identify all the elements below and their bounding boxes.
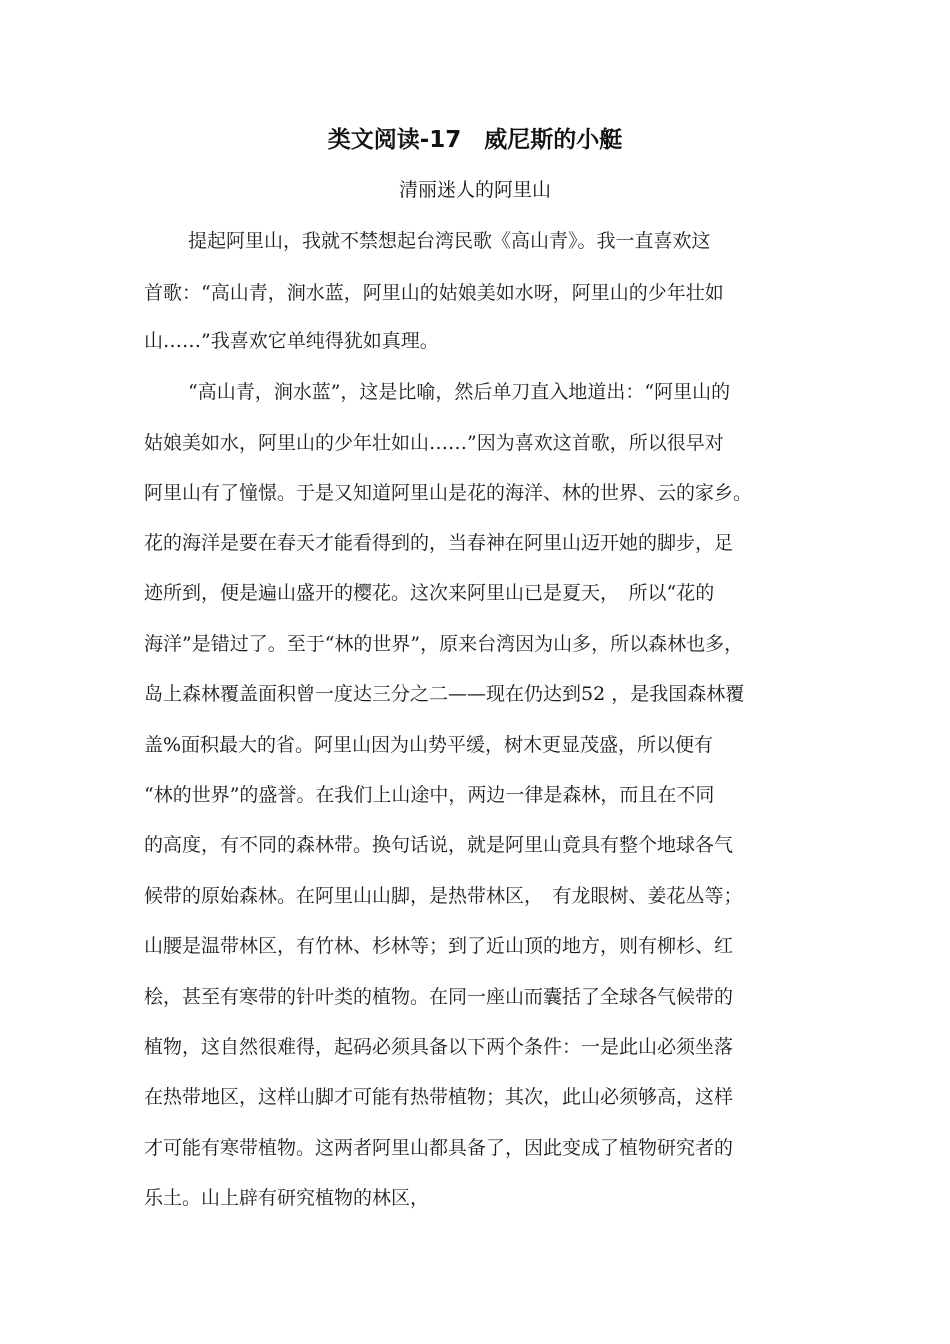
text-line: 盖%面积最大的省。阿里山因为山势平缓，树木更显茂盛，所以便有 [144, 734, 714, 756]
text-line: 阿里山有了憧憬。于是又知道阿里山是花的海洋、林的世界、云的家乡。 [144, 482, 753, 504]
text-line: 乐土。山上辟有研究植物的林区， [144, 1187, 430, 1209]
text-line: 海洋”是错过了。至于“林的世界”，原来台湾因为山多，所以森林也多， [144, 633, 744, 655]
text-line: 山腰是温带林区，有竹林、杉林等；到了近山顶的地方，则有柳杉、红 [144, 935, 734, 957]
text-line: 提起阿里山，我就不禁想起台湾民歌《高山青》。我一直喜欢这 [188, 230, 711, 252]
text-line: 岛上森林覆盖面积曾一度达三分之二——现在仍达到52 ，是我国森林覆 [144, 683, 745, 705]
text-line: 迹所到，便是遍山盛开的樱花。这次来阿里山已是夏天， 所以“花的 [144, 582, 715, 604]
text-line: 姑娘美如水，阿里山的少年壮如山……”因为喜欢这首歌，所以很早对 [144, 432, 724, 454]
text-line: 才可能有寒带植物。这两者阿里山都具备了，因此变成了植物研究者的 [144, 1137, 734, 1159]
text-line: 山……”我喜欢它单纯得犹如真理。 [144, 330, 439, 352]
text-line: 的高度，有不同的森林带。换句话说，就是阿里山竟具有整个地球各气 [144, 834, 734, 856]
text-line: 花的海洋是要在春天才能看得到的，当春神在阿里山迈开她的脚步，足 [144, 532, 734, 554]
text-line: 候带的原始森林。在阿里山山脚，是热带林区， 有龙眼树、姜花丛等； [144, 885, 743, 907]
text-line: 植物，这自然很难得，起码必须具备以下两个条件：一是此山必须坐落 [144, 1036, 734, 1058]
text-line: “林的世界”的盛誉。在我们上山途中，两边一律是森林，而且在不同 [144, 784, 715, 806]
text-line: 桧，甚至有寒带的针叶类的植物。在同一座山而囊括了全球各气候带的 [144, 986, 734, 1008]
text-line: 首歌：“高山青，涧水蓝，阿里山的姑娘美如水呀，阿里山的少年壮如 [144, 282, 724, 304]
text-line: “高山青，涧水蓝”，这是比喻，然后单刀直入地道出：“阿里山的 [188, 381, 731, 403]
article-subtitle: 清丽迷人的阿里山 [398, 179, 551, 201]
document-title: 类文阅读-17 威尼斯的小艇 [327, 127, 623, 153]
text-line: 在热带地区，这样山脚才可能有热带植物；其次，此山必须够高，这样 [144, 1086, 734, 1108]
